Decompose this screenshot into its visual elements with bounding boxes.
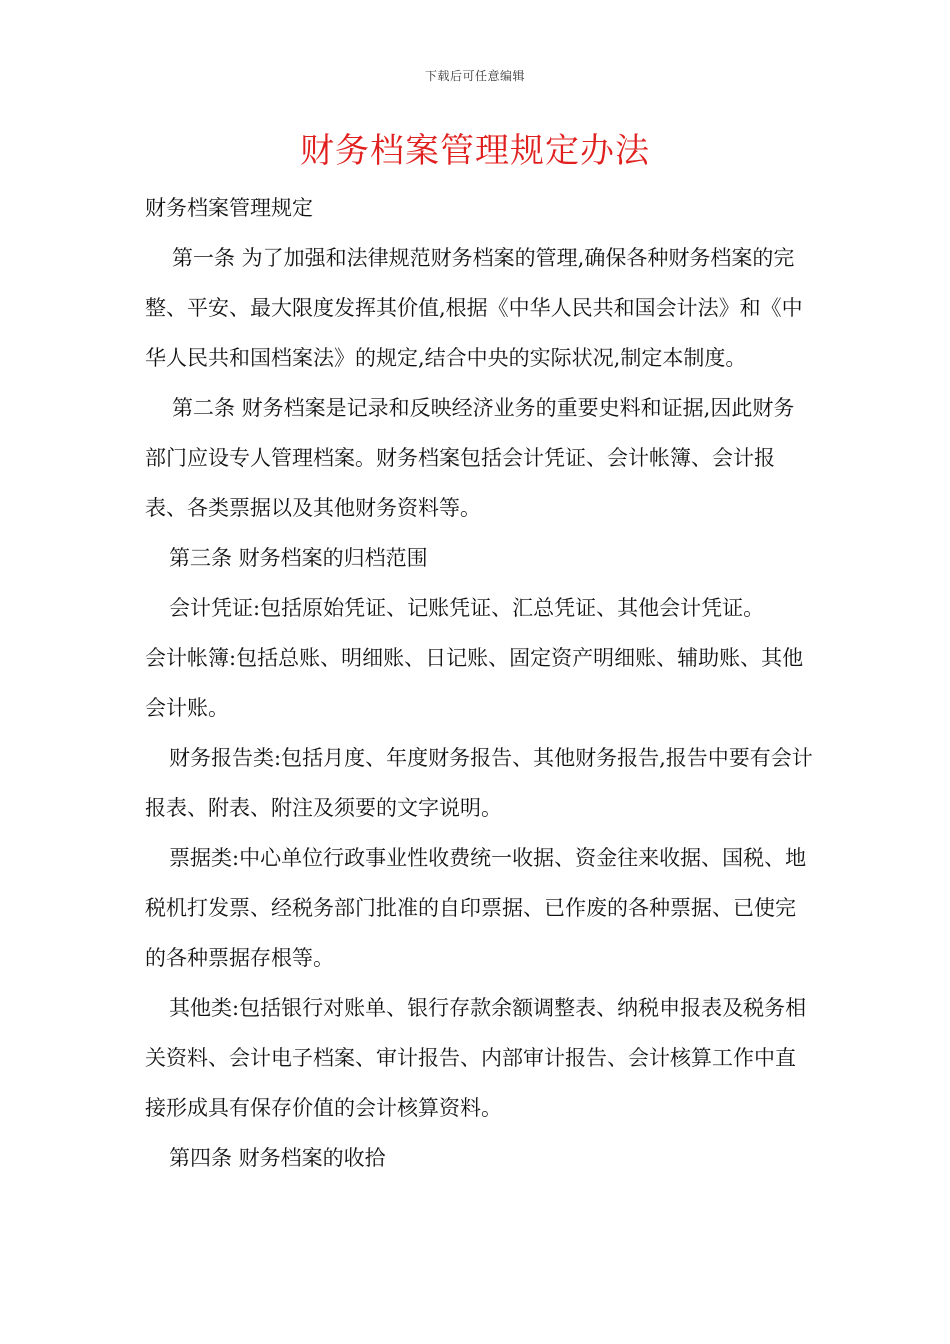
document-title: 财务档案管理规定办法 (300, 131, 650, 171)
article-3-heading: 第三条 财务档案的归档范围 (169, 546, 428, 570)
article-4-heading: 第四条 财务档案的收拾 (169, 1146, 386, 1170)
header-note: 下载后可任意编辑 (424, 69, 525, 83)
document-body (145, 183, 813, 1183)
other-category-paragraph: 其他类:包括银行对账单、银行存款余额调整表、纳税申报表及税务相关资料、会计电子档案、审计报告、内部审计报告、会计核算工作中直接形成具有保存价值的会计核算资料。 (145, 996, 807, 1120)
bills-paragraph: 票据类:中心单位行政事业性收费统一收据、资金往来收据、国税、地税机打发票、经税务部门批准的自印票据、已作废的各种票据、已使完的各种票据存根等。 (145, 846, 807, 970)
accounting-vouchers-paragraph: 会计凭证:包括原始凭证、记账凭证、汇总凭证、其他会计凭证。 (169, 596, 765, 620)
financial-reports-paragraph: 财务报告类:包括月度、年度财务报告、其他财务报告,报告中要有会计报表、附表、附注及须要的文字说明。 (145, 746, 813, 820)
article-2-paragraph: 第二条 财务档案是记录和反映经济业务的重要史料和证据,因此财务部门应设专人管理档案。财务档案包括会计凭证、会计帐簿、会计报表、各类票据以及其他财务资料等。 (145, 396, 795, 520)
article-1-paragraph: 第一条 为了加强和法律规范财务档案的管理,确保各种财务档案的完整、平安、最大限度发挥其价值,根据《中华人民共和国会计法》和《中华人民共和国档案法》的规定,结合中央的实际状况,制定本制度。 (145, 246, 803, 370)
accounting-books-paragraph: 会计帐簿:包括总账、明细账、日记账、固定资产明细账、辅助账、其他会计账。 (145, 646, 804, 720)
document-subtitle: 财务档案管理规定 (145, 196, 313, 220)
